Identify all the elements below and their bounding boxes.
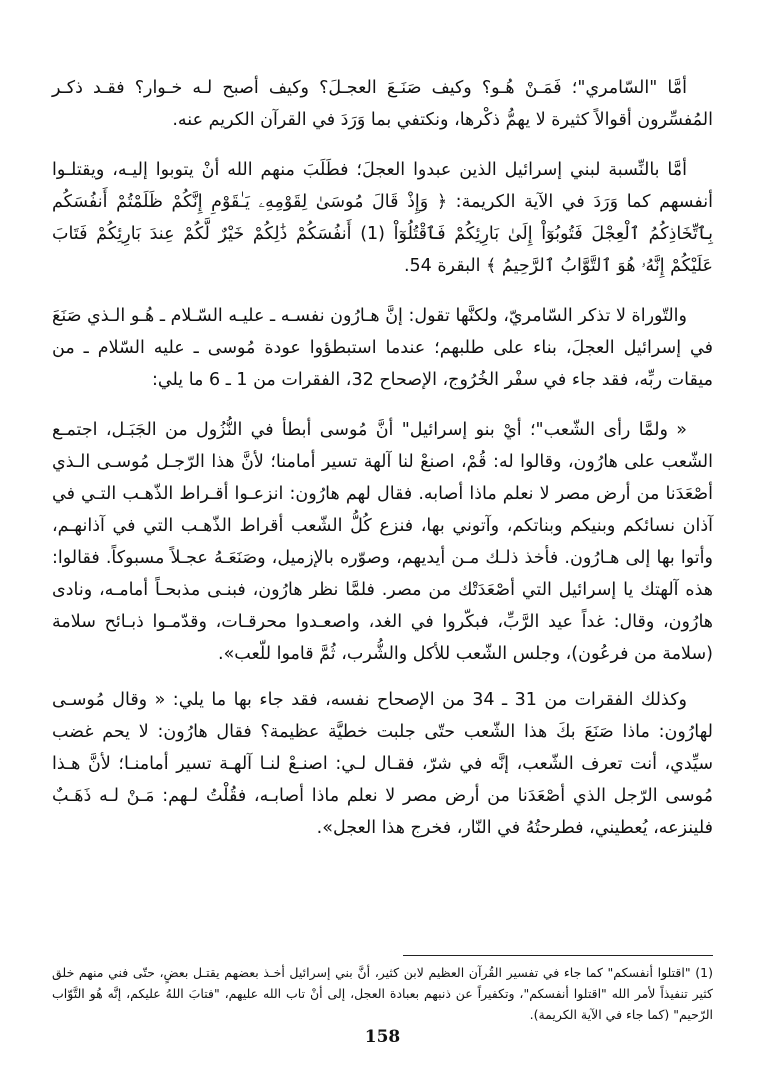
page-number: 158 xyxy=(364,1027,401,1047)
paragraph-torah-account: والتّوراة لا تذكر السّامريّ، ولكنَّها تقول: إنَّ هـارُون نفسـه ـ عليـه السّـلام ـ هُـو الـذي صَنَعَ في إسرائيل العجلَ، بناء على طلبهم؛ عندما استبطؤوا عودة مُوسى ـ عليه السّلام ـ من ميقات ربِّه، فقد جاء في سفْر الخُرُوج، الإصحاح 32، الفقرات من 1 ـ 6 ما يلي: xyxy=(52,306,713,390)
footnote-divider xyxy=(403,955,713,956)
paragraph-repentance-verse: أمَّا بالنِّسبة لبني إسرائيل الذين عبدوا العجلَ؛ فطَلَبَ منهم الله أنْ يتوبوا إليـه، ويقتلـوا أنفسهم كما وَرَدَ في الآية الكريمة: ﴿ وَإِذْ قَالَ مُوسَىٰ لِقَوْمِهِۦ يَـٰقَوْمِ إِنَّكُمْ ظَلَمْتُمْ أَنفُسَكُم بِٱتِّخَاذِكُمُ ٱلْعِجْلَ فَتُوبُوٓاْ إِلَىٰ بَارِئِكُمْ فَٱقْتُلُوٓاْ (1) أَنفُسَكُمْ ذَٰلِكُمْ خَيْرٌ لَّكُمْ عِندَ بَارِئِكُمْ فَتَابَ عَلَيْكُمْ إِنَّهُۥ هُوَ ٱلتَّوَّابُ ٱلرَّحِيمُ ﴾ البقرة 54. xyxy=(52,160,713,276)
paragraph-exodus-quote: « ولمَّا رأى الشّعب"؛ أيْ بنو إسرائيل" أنَّ مُوسى أبطأ في النُّزُول من الجَبَـل، اجتمـع الشّعب على هارُون، وقالوا له: قُمْ، اصنعْ لنا آلهة تسير أمامنا؛ لأنَّ هذا الرّجـل مُوسـى الـذي أصْعَدَنا من أرض مصر لا نعلم ماذا أصابه. فقال لهم هارُون: انزعـوا أقـراط الذّهـب التـي في آذان نسائكم وبنيكم وبناتكم، وآتوني بها، فنزع كُلُّ الشّعب أقراط الذّهـب التي في آذانهـم، وأتوا بها إلى هـارُون. فأخذ ذلـك مـن أيديهم، وصوّره بالإزميل، وصَنَعَـهُ عجـلاً مسبوكاً. فقالوا: هذه آلهتك يا إسرائيل التي أصْعَدَتْك من مصر. فلمَّا نظر هارُون، فبنـى مذبحـاً أمامـه، ونادى هارُون، وقال: غداً عيد الرَّبِّ، فبكّروا في الغد، واصعـدوا محرقـات، وقدّمـوا ذبـائح سلامة (سلامة من فرعُون)، وجلس الشّعب للأكل والشُّرب، ثُمَّ قاموا للّعب». xyxy=(52,420,713,664)
paragraph-exodus-31-34: وكذلك الفقرات من 31 ـ 34 من الإصحاح نفسه، فقد جاء بها ما يلي: « وقال مُوسـى لهارُون: ماذا صَنَعَ بكَ هذا الشّعب حتّى جلبت خطيَّة عظيمة؟ فقال هارُون: لا يحم غضب سيِّدي، أنت تعرف الشّعب، إنَّه في شرّ، فقـال لـي: اصنـعْ لنـا آلهـة تسير أمامنـا؛ لأنَّ هـذا مُوسى الرّجل الذي أصْعَدَنا من أرض مصر لا نعلم ماذا أصابـه، فقُلْتُ لـهم: مَـنْ لـه ذَهَـبٌ فلينزعه، يُعطيني، فطرحتُهُ في النّار، فخرج هذا العجل». xyxy=(52,690,713,838)
footnote-1: (1) "اقتلوا أنفسكم" كما جاء في تفسير القُرآن العظيم لابن كثير، أنَّ بني إسرائيل أخـذ بعضهم يقتـل بعضٍ، حتّى فني منهم خلق كثير تنفيذاً لأمر الله "اقتلوا أنفسكم"، وتكفيراً عن ذنبهم بعبادة العجل، إلى أنْ تاب الله عليهم، "فتابَ اللهُ عليكم، إنَّه هُو التَّوّاب الرّحيم" (كما جاء في الآية الكريمة). xyxy=(52,965,713,1022)
document-page xyxy=(52,72,713,1063)
paragraph-samiri-question: أمَّا "السّامري"؛ فَمَـنْ هُـو؟ وكيف صَنَـعَ العجـلَ؟ وكيف أصبح لـه خـوار؟ فقـد ذكـر المُفسِّرون أقوالاً كثيرة لا يهمُّ ذكْرها، ونكتفي بما وَرَدَ في القرآن الكريم عنه. xyxy=(52,78,713,130)
